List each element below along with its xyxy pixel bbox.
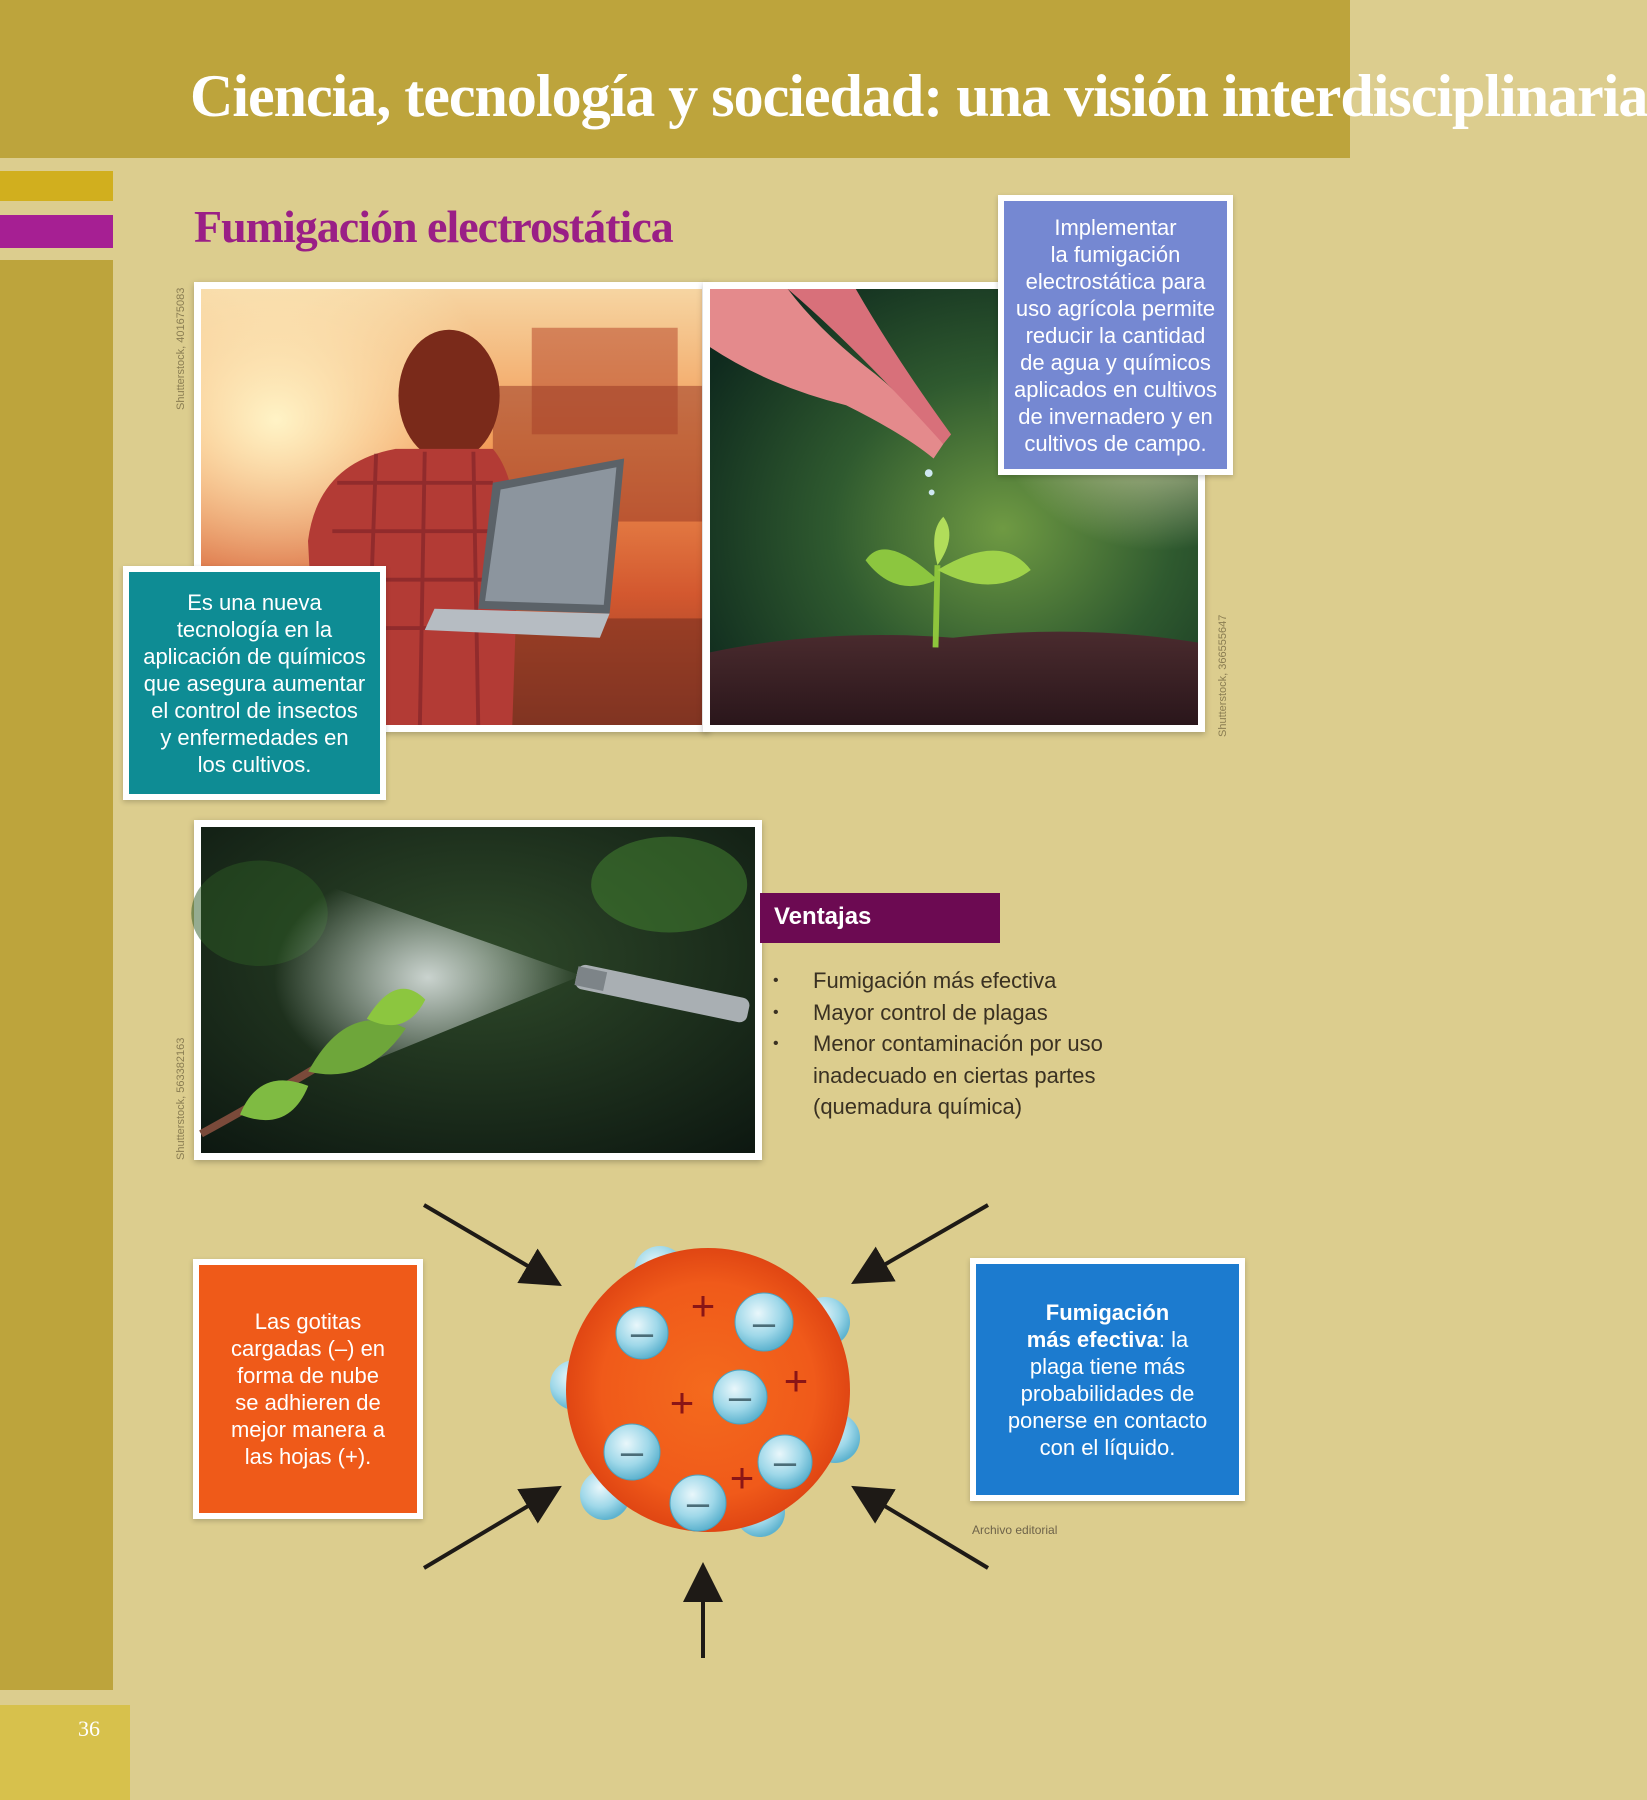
callout-line: Es una nueva <box>187 589 322 615</box>
callout-line: las hojas (+). <box>244 1444 372 1469</box>
photo-credit-3: Shutterstock, 563382163 <box>175 1037 187 1160</box>
callout-line: mejor manera a <box>230 1417 386 1442</box>
callout-line: Implementar <box>1054 214 1177 240</box>
page-number-box <box>0 1705 130 1800</box>
ventajas-list <box>770 965 1150 1123</box>
yellow-stripe <box>0 171 113 201</box>
callout-line: y enfermedades en <box>160 724 349 750</box>
callout-line: de invernadero y en <box>1018 403 1213 429</box>
callout-line: con el líquido. <box>1039 1434 1176 1460</box>
ventajas-heading: Ventajas <box>760 893 1000 943</box>
callout-line: aplicación de químicos <box>143 643 366 669</box>
callout-mas-efectiva <box>970 1258 1245 1501</box>
callout-gotitas <box>193 1259 423 1519</box>
photo-credit-2: Shutterstock, 366555647 <box>1217 614 1229 737</box>
magenta-stripe <box>0 215 113 248</box>
callout-line: aplicados en cultivos <box>1013 376 1217 402</box>
minus-sign: – <box>620 1430 644 1474</box>
callout-line: cultivos de campo. <box>1024 430 1207 456</box>
plus-sign: + <box>729 1454 755 1501</box>
page-number: 36 <box>78 1716 100 1741</box>
diagram-credit: Archivo editorial <box>972 1523 1058 1537</box>
callout-line: Las gotitas <box>254 1309 362 1334</box>
plus-sign: + <box>783 1357 809 1404</box>
callout-line: probabilidades de <box>1020 1380 1195 1406</box>
callout-nueva-tecnologia <box>123 566 386 800</box>
arrow-icon <box>858 1205 988 1280</box>
callout-line: forma de nube <box>237 1363 379 1388</box>
callout-line: ponerse en contacto <box>1007 1407 1208 1433</box>
callout-line: los cultivos. <box>197 751 312 777</box>
callout-line: electrostática para <box>1025 268 1206 294</box>
minus-sign: – <box>728 1375 752 1419</box>
callout-line: uso agrícola permite <box>1015 295 1216 321</box>
callout-line: la fumigación <box>1050 241 1181 267</box>
minus-sign: – <box>686 1481 710 1525</box>
callout-line: de agua y químicos <box>1020 349 1211 375</box>
callout-line <box>1008 1326 1207 1353</box>
arrow-icon <box>424 1205 555 1282</box>
callout-bold-text: más efectiva <box>1026 1326 1159 1352</box>
callout-line-bold <box>1008 1299 1207 1326</box>
callout-line: se adhieren de <box>235 1390 381 1415</box>
left-margin-bar <box>0 260 113 1690</box>
arrow-icon <box>424 1490 555 1568</box>
electrostatic-diagram <box>400 1190 1000 1670</box>
minus-sign: – <box>630 1311 654 1355</box>
chapter-title: Ciencia, tecnología y sociedad: una visión interdisciplinaria <box>190 63 1647 129</box>
photo-credit-1: Shutterstock, 401675083 <box>175 287 187 410</box>
plus-sign: + <box>690 1282 716 1329</box>
minus-sign: – <box>752 1301 776 1345</box>
callout-line: reducir la cantidad <box>1025 322 1206 348</box>
plus-sign: + <box>669 1379 695 1426</box>
list-item: • Fumigación más efectiva <box>770 965 1150 997</box>
callout-text: : la <box>1158 1326 1189 1352</box>
list-item: • Mayor control de plagas <box>770 997 1150 1029</box>
callout-line: tecnología en la <box>176 616 333 642</box>
callout-line: cargadas (–) en <box>230 1336 386 1361</box>
callout-implementar <box>998 195 1233 475</box>
photo-spray-nozzle <box>194 820 762 1160</box>
arrow-icon <box>858 1490 988 1568</box>
minus-sign: – <box>773 1440 797 1484</box>
list-item: • Menor contaminación por uso inadecuado en ciertas partes (quemadura química) <box>770 1028 1150 1123</box>
section-title: Fumigación electrostática <box>194 201 673 252</box>
callout-line: que asegura aumentar <box>143 670 366 696</box>
callout-line: el control de insectos <box>151 697 358 723</box>
callout-bold-text: Fumigación <box>1045 1299 1170 1325</box>
callout-line: plaga tiene más <box>1029 1353 1186 1379</box>
